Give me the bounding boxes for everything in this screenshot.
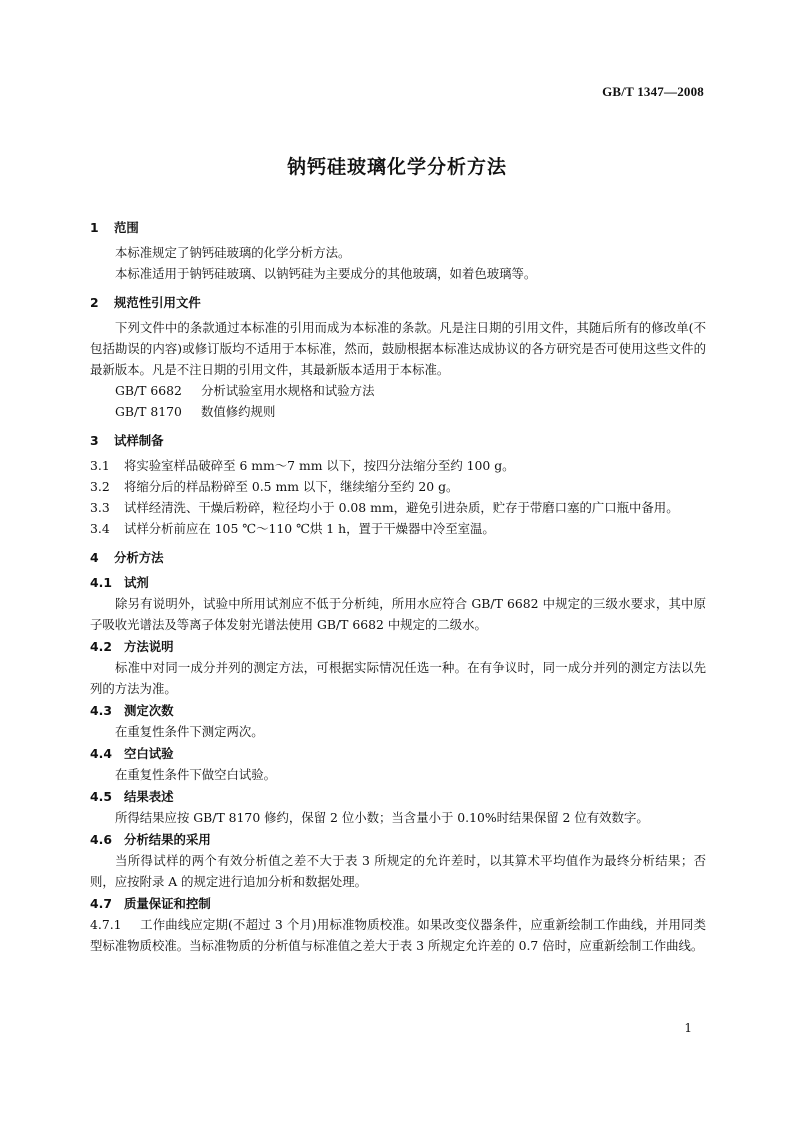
subsection-heading (90, 786, 706, 807)
subsection-heading (90, 829, 706, 850)
document-title: 钠钙硅玻璃化学分析方法 (286, 156, 507, 178)
clause-text: 将实验室样品破碎至 6 mm～7 mm 以下，按四分法缩分至约 100 g。 (124, 458, 515, 473)
subsection-heading (90, 743, 706, 764)
clause-text: 工作曲线应定期(不超过 3 个月)用标准物质校准。如果改变仪器条件，应重新绘制工作曲线，并用同类型标准物质校准。当标准物质的分析值与标准值之差大于表 3 所规定允许差的 0.7 倍时，应重新绘制工作曲线。 (90, 917, 706, 953)
subsection-number: 4.1 (90, 575, 112, 590)
subsection-title: 分析结果的采用 (124, 832, 211, 847)
clause-number: 4.7.1 (90, 917, 122, 932)
subsection-heading (90, 893, 706, 914)
paragraph: 标准中对同一成分并列的测定方法，可根据实际情况任选一种。在有争议时，同一成分并列的测定方法以先列的方法为准。 (90, 660, 706, 696)
section-number: 3 (90, 433, 99, 448)
subsection-title: 测定次数 (124, 703, 174, 718)
paragraph: 在重复性条件下做空白试验。 (115, 767, 277, 782)
paragraph: 当所得试样的两个有效分析值之差不大于表 3 所规定的允许差时，以其算术平均值作为最终分析结果；否则，应按附录 A 的规定进行追加分析和数据处理。 (90, 853, 706, 889)
reference-item (90, 401, 706, 422)
page-number: 1 (684, 1021, 692, 1035)
paragraph: 所得结果应按 GB/T 8170 修约，保留 2 位小数；当含量小于 0.10%时结果保留 2 位有效数字。 (115, 810, 649, 825)
reference-code: GB/T 8170 (115, 404, 182, 419)
section-heading (90, 217, 706, 238)
clause-item (90, 476, 706, 497)
clause-number: 3.2 (90, 479, 110, 494)
reference-name: 分析试验室用水规格和试验方法 (201, 383, 375, 398)
reference-item (90, 380, 706, 401)
paragraph: 除另有说明外，试验中所用试剂应不低于分析纯，所用水应符合 GB/T 6682 中规定的三级水要求，其中原子吸收光谱法及等离子体发射光谱法使用 GB/T 6682 中规定的二级水。 (90, 596, 706, 632)
subsection-number: 4.4 (90, 746, 112, 761)
clause-number: 3.3 (90, 500, 110, 515)
clause-text: 试样经清洗、干燥后粉碎，粒径均小于 0.08 mm，避免引进杂质，贮存于带磨口塞的广口瓶中备用。 (124, 500, 679, 515)
section-heading (90, 292, 706, 313)
subsection-title: 结果表述 (124, 789, 174, 804)
subsection-number: 4.3 (90, 703, 112, 718)
clause-number: 3.4 (90, 521, 110, 536)
section-number: 4 (90, 550, 99, 565)
paragraph: 本标准规定了钠钙硅玻璃的化学分析方法。 (115, 245, 351, 260)
section-heading (90, 547, 706, 568)
reference-code: GB/T 6682 (115, 383, 182, 398)
subsection-title: 试剂 (124, 575, 149, 590)
clause-item (90, 497, 706, 518)
section-title: 试样制备 (114, 433, 164, 448)
subsection-number: 4.5 (90, 789, 112, 804)
clause-text: 将缩分后的样品粉碎至 0.5 mm 以下，继续缩分至约 20 g。 (124, 479, 459, 494)
subsection-number: 4.6 (90, 832, 112, 847)
clause-item (90, 518, 706, 539)
subsection-heading (90, 636, 706, 657)
subsection-number: 4.2 (90, 639, 112, 654)
section-heading (90, 430, 706, 451)
section-title: 分析方法 (114, 550, 164, 565)
subsection-title: 方法说明 (124, 639, 174, 654)
subsection-number: 4.7 (90, 896, 112, 911)
subsection-title: 质量保证和控制 (124, 896, 211, 911)
section-number: 1 (90, 220, 99, 235)
section-number: 2 (90, 295, 99, 310)
paragraph: 本标准适用于钠钙硅玻璃、以钠钙硅为主要成分的其他玻璃，如着色玻璃等。 (115, 266, 537, 281)
clause-item (90, 914, 706, 956)
section-title: 规范性引用文件 (114, 295, 201, 310)
clause-number: 3.1 (90, 458, 110, 473)
standard-code: GB/T 1347—2008 (602, 84, 704, 99)
subsection-heading (90, 572, 706, 593)
reference-name: 数值修约规则 (201, 404, 276, 419)
subsection-heading (90, 700, 706, 721)
document-body (90, 217, 706, 956)
subsection-title: 空白试验 (124, 746, 174, 761)
paragraph: 下列文件中的条款通过本标准的引用而成为本标准的条款。凡是注日期的引用文件，其随后所有的修改单(不包括勘误的内容)或修订版均不适用于本标准，然而，鼓励根据本标准达成协议的各方研究是否可使用这些文件的最新版本。凡是不注日期的引用文件，其最新版本适用于本标准。 (90, 320, 706, 377)
section-title: 范围 (114, 220, 139, 235)
clause-text: 试样分析前应在 105 ℃～110 ℃烘 1 h，置于干燥器中冷至室温。 (124, 521, 495, 536)
clause-item (90, 455, 706, 476)
paragraph: 在重复性条件下测定两次。 (115, 724, 264, 739)
